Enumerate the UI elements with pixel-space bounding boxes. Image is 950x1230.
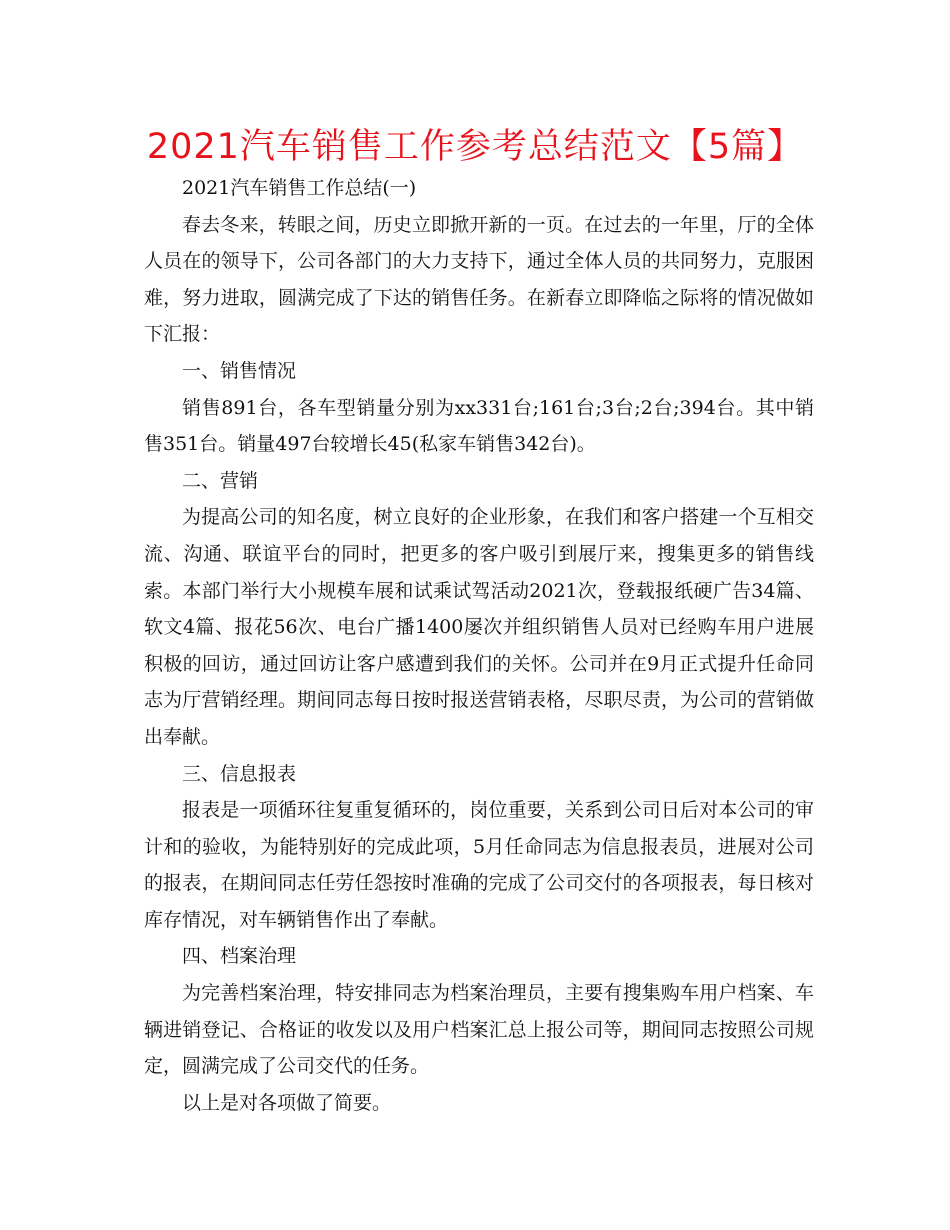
document-body (144, 170, 814, 1121)
section-heading: 二、营销 (182, 469, 259, 492)
paragraph: 为完善档案治理，特安排同志为档案治理员，主要有搜集购车用户档案、车辆进销登记、合格证的收发以及用户档案汇总上报公司等，期间同志按照公司规定，圆满完成了公司交代的任务。 (144, 982, 814, 1078)
paragraph: 春去冬来，转眼之间，历史立即掀开新的一页。在过去的一年里，厅的全体人员在的领导下，公司各部门的大力支持下，通过全体人员的共同努力，克服困难，努力进取，圆满完成了下达的销售任务。在新春立即降临之际将的情况做如下汇报： (144, 213, 814, 346)
paragraph: 报表是一项循环往复重复循环的，岗位重要，关系到公司日后对本公司的审计和的验收，为能特别好的完成此项，5月任命同志为信息报表员，进展对公司的报表，在期间同志任劳任怨按时准确的完成了公司交付的各项报表，每日核对库存情况，对车辆销售作出了奉献。 (144, 799, 814, 931)
document-title: 2021汽车销售工作参考总结范文【5篇】 (146, 127, 804, 167)
section-heading: 四、档案治理 (182, 945, 297, 968)
paragraph: 销售891台，各车型销量分别为xx331台;161台;3台;2台;394台。其中销售351台。销量497台较增长45(私家车销售342台)。 (144, 396, 814, 456)
paragraph: 以上是对各项做了简要。 (182, 1091, 392, 1114)
section-heading: 三、信息报表 (182, 762, 297, 785)
section-heading: 一、销售情况 (182, 359, 297, 382)
section-heading: 2021汽车销售工作总结(一) (182, 177, 417, 199)
paragraph: 为提高公司的知名度，树立良好的企业形象，在我们和客户搭建一个互相交流、沟通、联谊平台的同时，把更多的客户吸引到展厅来，搜集更多的销售线索。本部门举行大小规模车展和试乘试驾活动2021次，登载报纸硬广告34篇、软文4篇、报花56次、电台广播1400屡次并组织销售人员对已经购车用户进展积极的回访，通过回访让客户感遭到我们的关怀。公司并在9月正式提升任命同志为厅营销经理。期间同志每日按时报送营销表格，尽职尽责，为公司的营销做出奉献。 (144, 506, 814, 748)
